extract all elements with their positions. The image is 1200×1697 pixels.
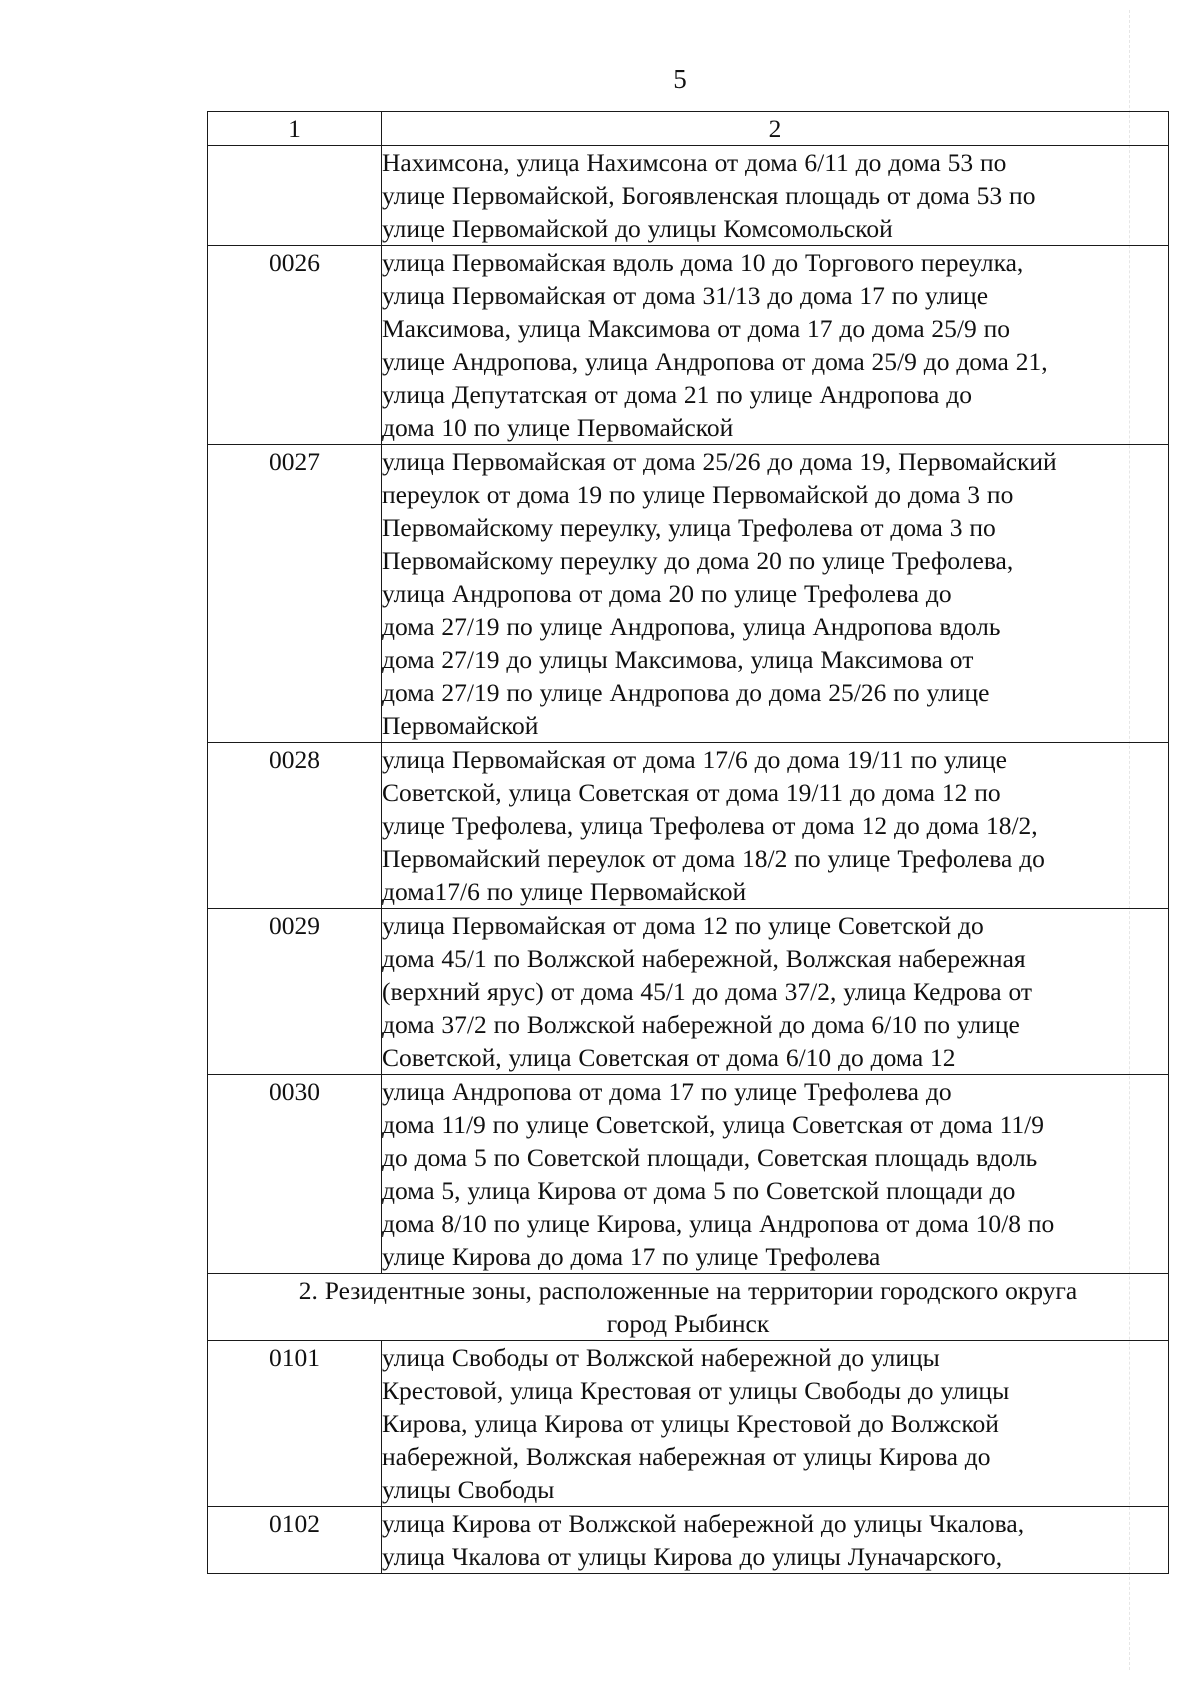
zone-code [208, 146, 382, 246]
table-row [208, 1341, 1169, 1507]
table-row [208, 909, 1169, 1075]
zone-description [382, 246, 1169, 445]
zone-description [382, 146, 1169, 246]
description-line: улица Первомайская от дома 31/13 до дома 17 по улице [382, 281, 989, 310]
zone-description [382, 743, 1169, 909]
description-line: Советской, улица Советская от дома 19/11 до дома 12 по [382, 778, 1001, 807]
table-row [208, 445, 1169, 743]
description-line: улица Первомайская от дома 12 по улице Советской до [382, 911, 984, 940]
description-line: дома 11/9 по улице Советской, улица Советская от дома 11/9 [382, 1110, 1044, 1139]
description-line: Кирова, улица Кирова от улицы Крестовой до Волжской [382, 1409, 999, 1438]
section-title-line: 2. Резидентные зоны, расположенные на территории городского округа [298, 1276, 1078, 1305]
table-row [208, 246, 1169, 445]
description-line: улицы Свободы [382, 1475, 555, 1504]
table-row [208, 1075, 1169, 1274]
description-line: Советской, улица Советская от дома 6/10 до дома 12 [382, 1043, 956, 1072]
zone-description [382, 1341, 1169, 1507]
table-row [208, 743, 1169, 909]
zone-code: 0102 [208, 1507, 382, 1574]
section-title [208, 1274, 1169, 1341]
description-line: улице Первомайской до улицы Комсомольской [382, 214, 893, 243]
zone-code: 0026 [208, 246, 382, 445]
zone-code: 0029 [208, 909, 382, 1075]
description-line: дома 45/1 по Волжской набережной, Волжская набережная [382, 944, 1026, 973]
description-line: улице Трефолева, улица Трефолева от дома 12 до дома 18/2, [382, 811, 1038, 840]
column-header-2: 2 [382, 112, 1169, 146]
description-line: дома 8/10 по улице Кирова, улица Андропова от дома 10/8 по [382, 1209, 1055, 1238]
description-line: дома17/6 по улице Первомайской [382, 877, 747, 906]
section-title-line: город Рыбинск [606, 1309, 770, 1338]
description-line: (верхний ярус) от дома 45/1 до дома 37/2, улица Кедрова от [382, 977, 1032, 1006]
description-line: улица Первомайская вдоль дома 10 до Торгового переулка, [382, 248, 1024, 277]
description-line: улице Кирова до дома 17 по улице Трефолева [382, 1242, 881, 1271]
table-header-row [208, 112, 1169, 146]
zones-table [207, 111, 1169, 1574]
zone-description [382, 1507, 1169, 1574]
description-line: Максимова, улица Максимова от дома 17 до дома 25/9 по [382, 314, 1011, 343]
description-line: улица Андропова от дома 20 по улице Трефолева до [382, 579, 952, 608]
description-line: улица Депутатская от дома 21 по улице Андропова до [382, 380, 972, 409]
zone-code: 0028 [208, 743, 382, 909]
table-row [208, 146, 1169, 246]
description-line: Крестовой, улица Крестовая от улицы Свободы до улицы [382, 1376, 1010, 1405]
zone-description [382, 445, 1169, 743]
description-line: дома 27/19 по улице Андропова до дома 25/26 по улице [382, 678, 990, 707]
zone-description [382, 909, 1169, 1075]
description-line: набережной, Волжская набережная от улицы Кирова до [382, 1442, 991, 1471]
description-line: Первомайскому переулку до дома 20 по улице Трефолева, [382, 546, 1014, 575]
description-line: улице Андропова, улица Андропова от дома 25/9 до дома 21, [382, 347, 1048, 376]
zone-description [382, 1075, 1169, 1274]
zone-code: 0030 [208, 1075, 382, 1274]
description-line: Первомайский переулок от дома 18/2 по улице Трефолева до [382, 844, 1045, 873]
description-line: улица Первомайская от дома 25/26 до дома 19, Первомайский [382, 447, 1057, 476]
description-line: улица Чкалова от улицы Кирова до улицы Луначарского, [382, 1542, 1003, 1571]
description-line: дома 27/19 по улице Андропова, улица Андропова вдоль [382, 612, 1001, 641]
description-line: улица Андропова от дома 17 по улице Трефолева до [382, 1077, 952, 1106]
description-line: улице Первомайской, Богоявленская площадь от дома 53 по [382, 181, 1036, 210]
zone-code: 0101 [208, 1341, 382, 1507]
description-line: Нахимсона, улица Нахимсона от дома 6/11 до дома 53 по [382, 148, 1007, 177]
page-number: 5 [673, 64, 687, 94]
description-line: дома 5, улица Кирова от дома 5 по Советской площади до [382, 1176, 1016, 1205]
description-line: переулок от дома 19 по улице Первомайской до дома 3 по [382, 480, 1014, 509]
description-line: Первомайскому переулку, улица Трефолева от дома 3 по [382, 513, 996, 542]
description-line: улица Первомайская от дома 17/6 до дома 19/11 по улице [382, 745, 1007, 774]
zone-code: 0027 [208, 445, 382, 743]
column-header-1: 1 [208, 112, 382, 146]
description-line: дома 37/2 по Волжской набережной до дома 6/10 по улице [382, 1010, 1020, 1039]
table-row [208, 1507, 1169, 1574]
section-header-row [208, 1274, 1169, 1341]
description-line: улица Кирова от Волжской набережной до улицы Чкалова, [382, 1509, 1025, 1538]
description-line: Первомайской [382, 711, 539, 740]
description-line: улица Свободы от Волжской набережной до улицы [382, 1343, 940, 1372]
description-line: до дома 5 по Советской площади, Советская площадь вдоль [382, 1143, 1038, 1172]
description-line: дома 10 по улице Первомайской [382, 413, 734, 442]
description-line: дома 27/19 до улицы Максимова, улица Максимова от [382, 645, 974, 674]
